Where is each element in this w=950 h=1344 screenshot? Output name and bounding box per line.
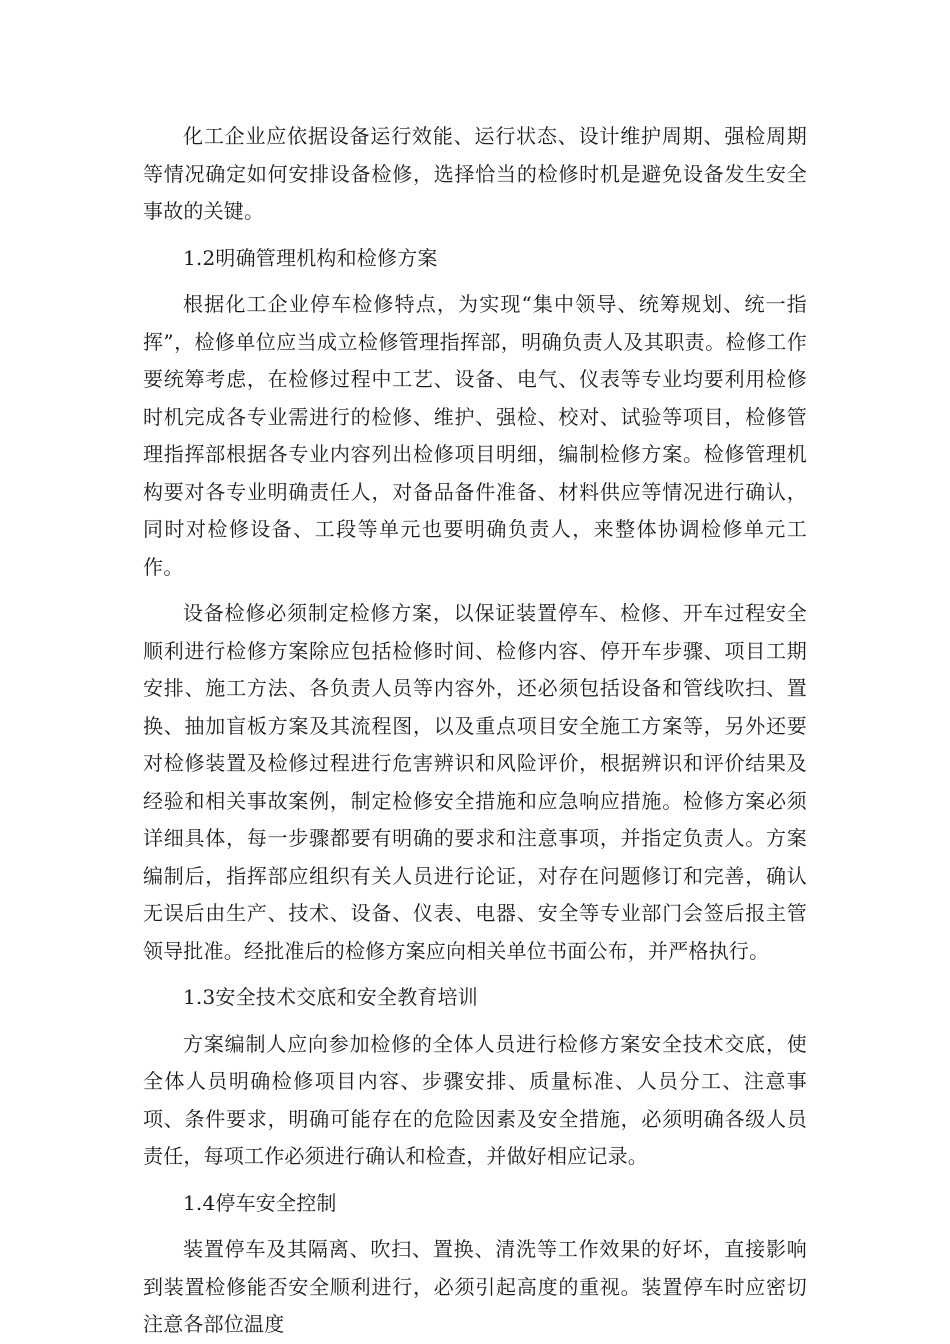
- paragraph-shutdown: 装置停车及其隔离、吹扫、置换、清洗等工作效果的好坏，直接影响到装置检修能否安全顺利进行，必须引起高度的重视。装置停车时应密切注意各部位温度: [143, 1237, 807, 1336]
- paragraph-intro: 化工企业应依据设备运行效能、运行状态、设计维护周期、强检周期等情况确定如何安排设备检修，选择恰当的检修时机是避免设备发生安全事故的关键。: [143, 124, 807, 223]
- section-heading-1-2: 1.2明确管理机构和检修方案: [183, 245, 438, 270]
- paragraph-management: 根据化工企业停车检修特点，为实现“集中领导、统筹规划、统一指挥”，检修单位应当成立检修管理指挥部，明确负责人及其职责。检修工作要统筹考虑，在检修过程中工艺、设备、电气、仪表等专业均要利用检修时机完成各专业需进行的检修、维护、强检、校对、试验等项目，检修管理指挥部根据各专业内容列出检修项目明细，编制检修方案。检修管理机构要对各专业明确责任人，对备品备件准备、材料供应等情况进行确认，同时对检修设备、工段等单元也要明确负责人，来整体协调检修单元工作。: [143, 292, 807, 579]
- document-body: [143, 118, 807, 1344]
- paragraph-plan: 设备检修必须制定检修方案，以保证装置停车、检修、开车过程安全顺利进行检修方案除应包括检修时间、检修内容、停开车步骤、项目工期安排、施工方法、各负责人员等内容外，还必须包括设备和管线吹扫、置换、抽加盲板方案及其流程图，以及重点项目安全施工方案等，另外还要对检修装置及检修过程进行危害辨识和风险评价，根据辨识和评价结果及经验和相关事故案例，制定检修安全措施和应急响应措施。检修方案必须详细具体，每一步骤都要有明确的要求和注意事项，并指定负责人。方案编制后，指挥部应组织有关人员进行论证，对存在问题修订和完善，确认无误后由生产、技术、设备、仪表、电器、安全等专业部门会签后报主管领导批准。经批准后的检修方案应向相关单位书面公布，并严格执行。: [143, 601, 807, 963]
- paragraph-briefing: 方案编制人应向参加检修的全体人员进行检修方案安全技术交底，使全体人员明确检修项目内容、步骤安排、质量标准、人员分工、注意事项、条件要求，明确可能存在的危险因素及安全措施，必须明确各级人员责任，每项工作必须进行确认和检查，并做好相应记录。: [143, 1031, 807, 1168]
- section-heading-1-4: 1.4停车安全控制: [183, 1190, 337, 1215]
- section-heading-1-3: 1.3安全技术交底和安全教育培训: [183, 985, 479, 1009]
